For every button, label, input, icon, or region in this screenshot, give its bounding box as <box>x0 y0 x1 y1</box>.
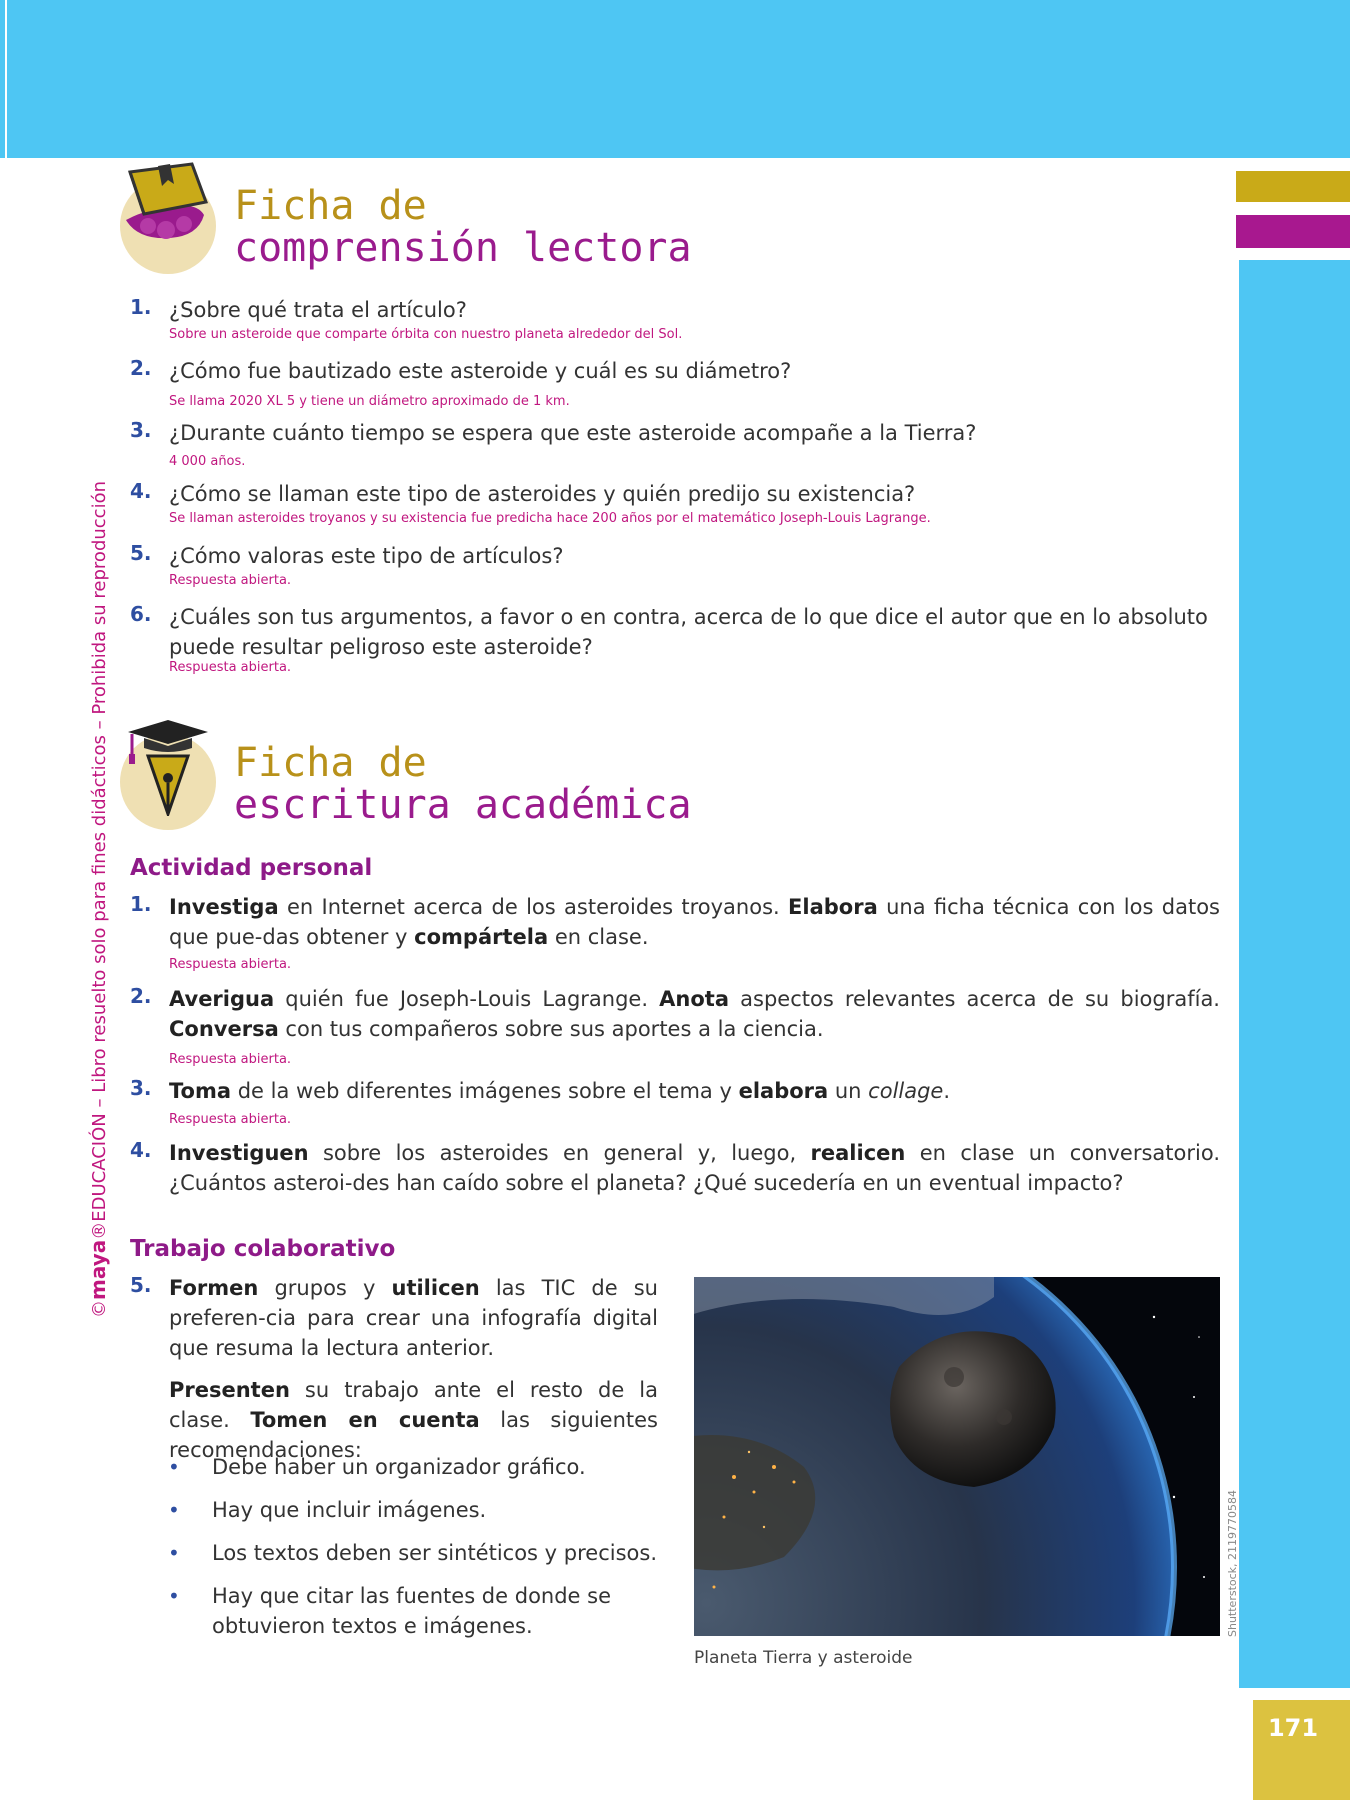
earth-asteroid-illustration <box>694 1277 1220 1636</box>
page-number-box <box>1253 1700 1350 1800</box>
bullet-dot: • <box>168 1584 180 1608</box>
answer: Se llaman asteroides troyanos y su existencia fue predicha hace 200 años por el matemático Joseph-Louis Lagrange. <box>169 511 931 526</box>
book-brain-icon <box>118 160 218 260</box>
brand-logo-text: maya <box>86 1239 110 1300</box>
image-caption: Planeta Tierra y asteroide <box>694 1648 913 1668</box>
question-2: 2. ¿Cómo fue bautizado este asteroide y cuál es su diámetro? Se llama 2020 XL 5 y tiene un diámetro aproximado de 1 km. <box>130 356 1220 410</box>
question-4: 4. ¿Cómo se llaman este tipo de asteroides y quién predijo su existencia? Se llaman asteroides troyanos y su existencia fue predicha hace 200 años por el matemático Joseph-Louis Lagrange. <box>130 479 1220 527</box>
collaborative-work-heading: Trabajo colaborativo <box>130 1236 396 1262</box>
section2-title: Ficha de escritura académica <box>234 740 692 828</box>
answer: 4 000 años. <box>169 454 246 469</box>
graduation-cap-pen-icon <box>124 716 224 816</box>
page-number: 171 <box>1267 1714 1319 1742</box>
list-item: • Hay que incluir imágenes. <box>168 1495 668 1525</box>
activity-5: 5. Formen grupos y utilicen las TIC de su preferen-cia para crear una infografía digital que resuma la lectura anterior. Presenten su trabajo ante el resto de la clase. Tomen en cuenta las siguientes recomendaciones: <box>130 1273 658 1462</box>
bullet-dot: • <box>168 1498 180 1522</box>
earth-asteroid-photo <box>694 1277 1220 1636</box>
bullet-dot: • <box>168 1541 180 1565</box>
top-band-edge <box>0 0 5 158</box>
copyright-side-text: ©maya®EDUCACIÓN – Libro resuelto solo para fines didácticos – Prohibida su reproducción <box>86 481 110 1318</box>
section1-title: Ficha de comprensión lectora <box>234 183 692 271</box>
right-magenta-tab <box>1236 215 1350 248</box>
activity-2: 2. Averigua quién fue Joseph-Louis Lagrange. Anota aspectos relevantes acerca de su biografía. Conversa con tus compañeros sobre sus aportes a la ciencia. Respuesta abierta. <box>130 984 1220 1067</box>
question-6: 6. ¿Cuáles son tus argumentos, a favor o en contra, acerca de lo que dice el autor que en lo absoluto puede resultar peligroso este asteroide? Respuesta abierta. <box>130 602 1220 676</box>
top-color-band <box>7 0 1350 158</box>
answer: Respuesta abierta. <box>169 660 292 675</box>
bullet-dot: • <box>168 1455 180 1479</box>
activity-personal-heading: Actividad personal <box>130 855 373 881</box>
recommendations-list <box>168 1452 668 1654</box>
answer: Respuesta abierta. <box>169 573 292 588</box>
list-item: • Debe haber un organizador gráfico. <box>168 1452 668 1482</box>
list-item: • Hay que citar las fuentes de donde se obtuvieron textos e imágenes. <box>168 1581 668 1641</box>
answer: Se llama 2020 XL 5 y tiene un diámetro aproximado de 1 km. <box>169 394 570 409</box>
list-item: • Los textos deben ser sintéticos y precisos. <box>168 1538 668 1568</box>
right-gold-tab <box>1236 171 1350 202</box>
activity-4: 4. Investiguen sobre los asteroides en general y, luego, realicen en clase un conversatorio. ¿Cuántos asteroi-des han caído sobre el planeta? ¿Qué sucedería en un eventual impacto? <box>130 1138 1220 1195</box>
question-3: 3. ¿Durante cuánto tiempo se espera que este asteroide acompañe a la Tierra? 4 000 años. <box>130 418 1220 470</box>
activity-1: 1. Investiga en Internet acerca de los asteroides troyanos. Elabora una ficha técnica con los datos que pue-das obtener y compártela en clase. Respuesta abierta. <box>130 892 1220 972</box>
question-5: 5. ¿Cómo valoras este tipo de artículos? Respuesta abierta. <box>130 541 1220 589</box>
answer: Sobre un asteroide que comparte órbita con nuestro planeta alrededor del Sol. <box>169 327 683 342</box>
answer: Respuesta abierta. <box>169 957 292 972</box>
answer: Respuesta abierta. <box>169 1112 292 1127</box>
image-credit: Shutterstock, 2119770584 <box>1226 1489 1239 1637</box>
right-blue-margin <box>1239 260 1350 1688</box>
question-1: 1. ¿Sobre qué trata el artículo? Sobre un asteroide que comparte órbita con nuestro planeta alrededor del Sol. <box>130 295 1220 343</box>
answer: Respuesta abierta. <box>169 1052 292 1067</box>
activity-3: 3. Toma de la web diferentes imágenes sobre el tema y elabora un collage. Respuesta abierta. <box>130 1076 1220 1128</box>
